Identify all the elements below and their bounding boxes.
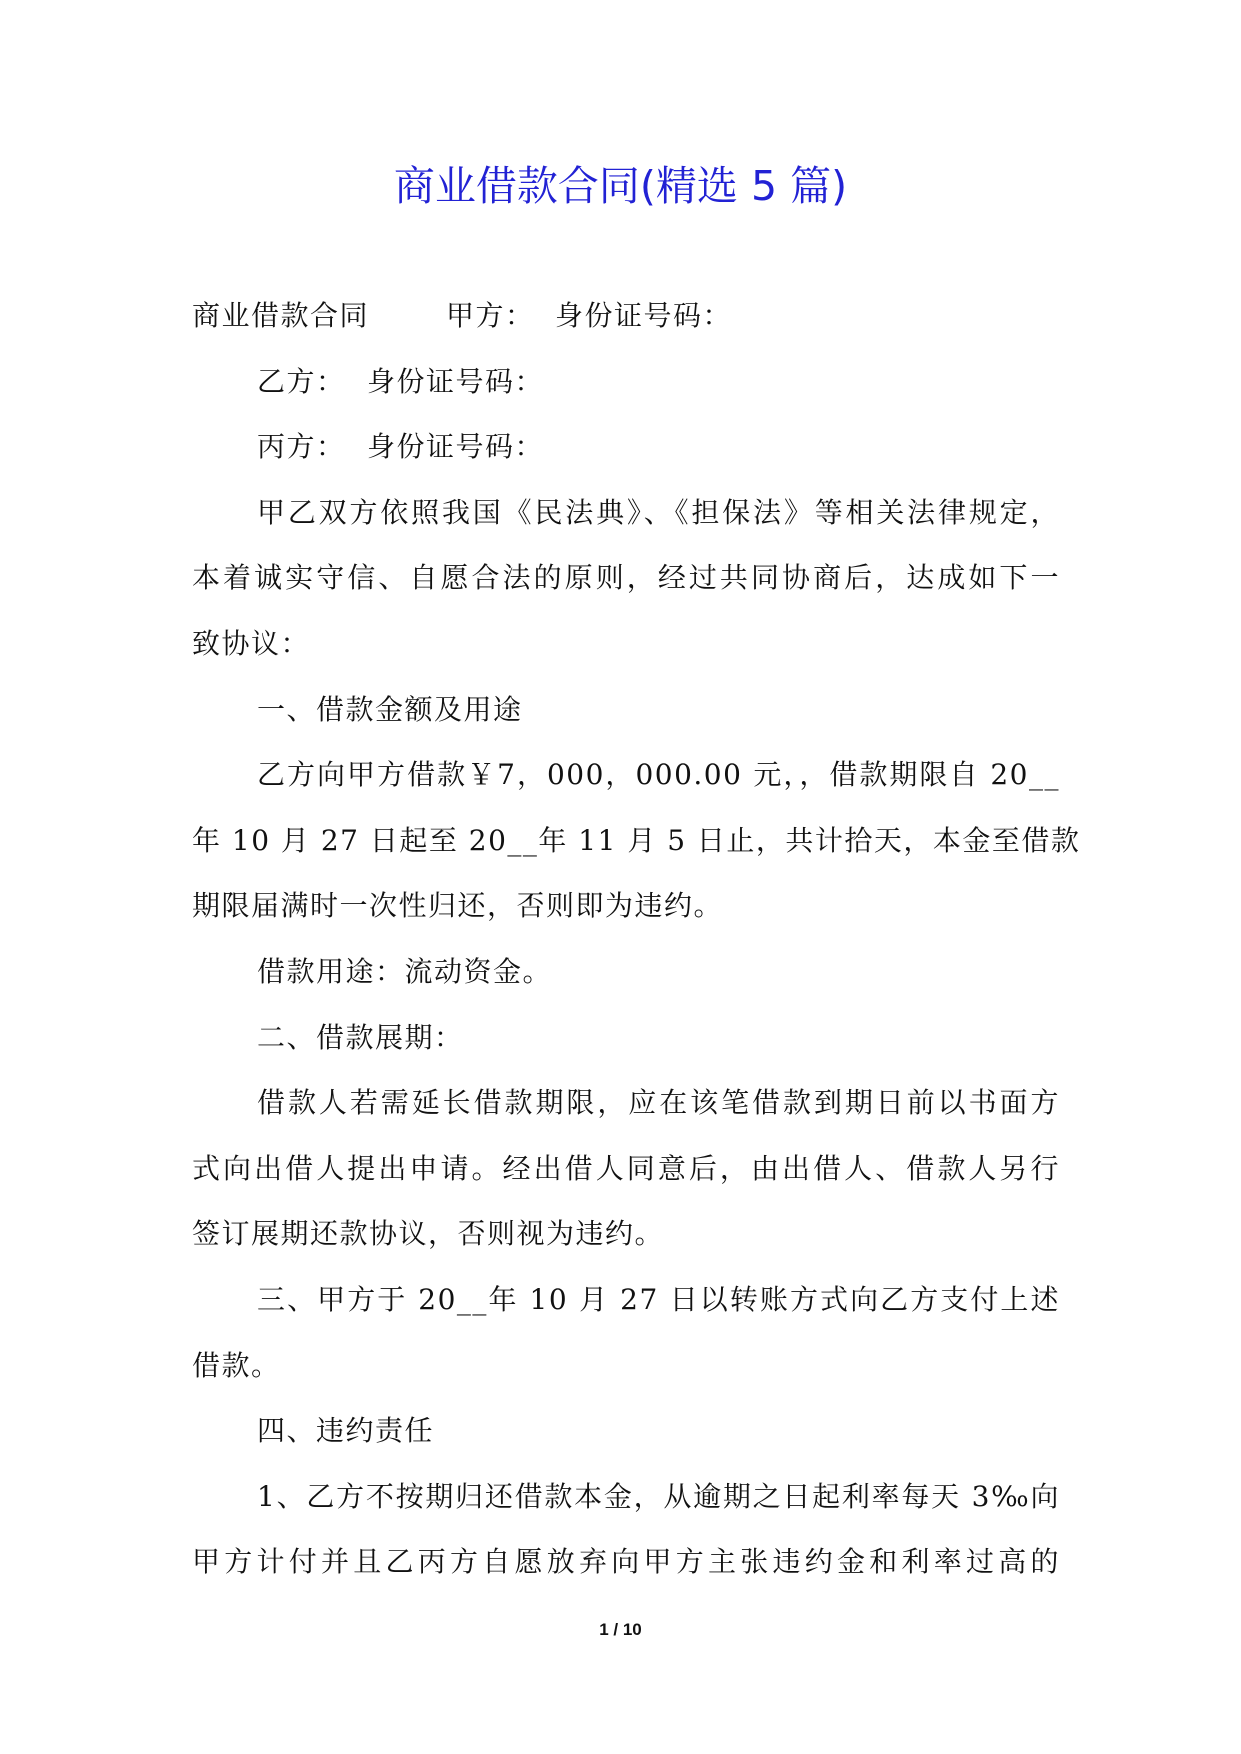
party-b-label: 乙方： [257, 364, 346, 398]
extension-text: 签订展期还款协议，否则视为违约。 [192, 1217, 665, 1251]
party-c-line [192, 414, 1060, 480]
party-c-id-label: 身份证号码： [367, 430, 545, 464]
paragraph-line [192, 1070, 1060, 1136]
section-heading [192, 1398, 1060, 1464]
party-b-id-label: 身份证号码： [367, 364, 545, 398]
party-a-label: 甲方： [446, 299, 535, 332]
paragraph-line [192, 939, 1060, 1005]
extension-text: 式向出借人提出申请。经出借人同意后，由出借人、借款人另行 [192, 1151, 1060, 1185]
legal-basis-text: 甲乙双方依照我国《民法典》、《担保法》等相关法律规定， [257, 495, 1060, 529]
paragraph-line [192, 742, 1060, 808]
party-c-label: 丙方： [257, 430, 346, 464]
paragraph-line [192, 1267, 1060, 1333]
paragraph-line [192, 1464, 1060, 1530]
extension-text: 借款人若需延长借款期限，应在该笔借款到期日前以书面方 [257, 1086, 1060, 1120]
party-a-line [192, 283, 1060, 349]
legal-basis-text: 致协议： [192, 626, 311, 660]
paragraph-line [192, 1136, 1060, 1202]
paragraph-line [192, 808, 1081, 874]
section-1-heading: 一、借款金额及用途 [257, 692, 523, 726]
section-2-heading: 二、借款展期： [257, 1020, 464, 1054]
section-3-text: 借款。 [192, 1348, 281, 1382]
paragraph-line [192, 545, 1060, 611]
paragraph-line [192, 611, 1060, 677]
section-heading [192, 677, 1060, 743]
contract-label: 商业借款合同 [192, 299, 370, 332]
breach-clause-text: 甲方计付并且乙丙方自愿放弃向甲方主张违约金和利率过高的 [192, 1545, 1060, 1579]
party-b-line [192, 349, 1060, 415]
paragraph-line [192, 480, 1060, 546]
section-3-text: 三、甲方于 20__年 10 月 27 日以转账方式向乙方支付上述 [257, 1282, 1060, 1316]
loan-amount-text: 年 10 月 27 日起至 20__年 11 月 5 日止，共计拾天，本金至借款 [192, 823, 1081, 857]
section-4-heading: 四、违约责任 [257, 1414, 435, 1448]
page-number: 1 / 10 [599, 1620, 642, 1639]
party-a-id-label: 身份证号码： [555, 299, 733, 332]
loan-purpose-text: 借款用途：流动资金。 [257, 954, 553, 988]
document-body [192, 283, 1081, 1595]
legal-basis-text: 本着诚实守信、自愿合法的原则，经过共同协商后，达成如下一 [192, 561, 1060, 595]
loan-amount-text: 期限届满时一次性归还，否则即为违约。 [192, 889, 724, 923]
loan-amount-text: 乙方向甲方借款￥7，000，000.00 元，，借款期限自 20__ [257, 758, 1060, 792]
breach-clause-text: 1、乙方不按期归还借款本金，从逾期之日起利率每天 3‰向 [257, 1479, 1060, 1513]
paragraph-line [192, 1333, 1060, 1399]
paragraph-line [192, 1201, 1060, 1267]
paragraph-line [192, 873, 1060, 939]
section-heading [192, 1005, 1060, 1071]
document-title: 商业借款合同(精选 5 篇) [393, 162, 848, 210]
paragraph-line [192, 1529, 1060, 1595]
